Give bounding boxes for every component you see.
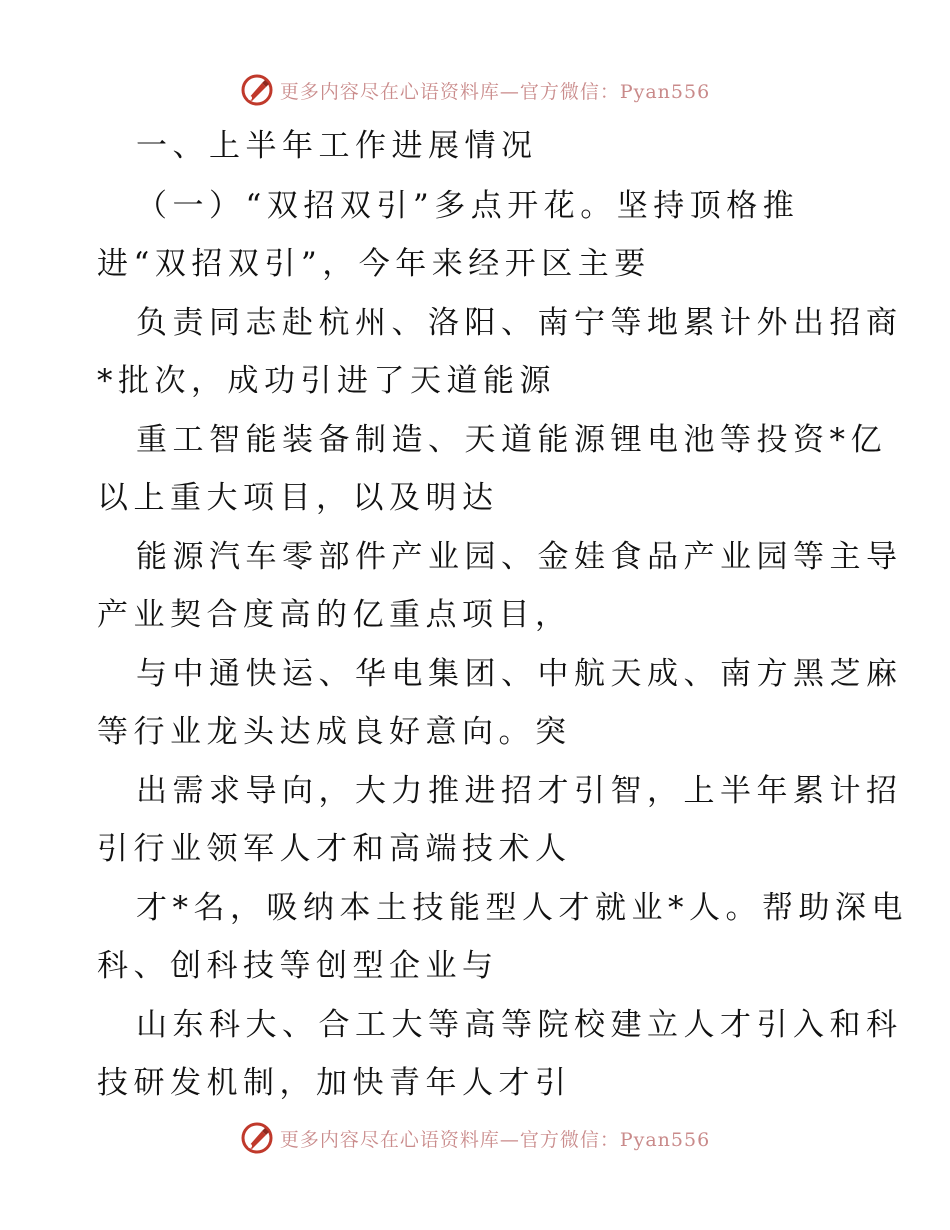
watermark-dash: —	[499, 80, 520, 103]
paragraph-line: 产业契合度高的亿重点项目，	[97, 597, 572, 633]
paragraph-line: 出需求导向，大力推进招才引智，上半年累计招	[136, 773, 903, 809]
paragraph-line: *批次，成功引进了天道能源	[97, 363, 556, 399]
paragraph-line: 能源汽车零部件产业园、金娃食品产业园等主导	[136, 539, 903, 575]
pen-logo-icon	[240, 1121, 274, 1155]
paragraph-line: 科、创科技等创型企业与	[97, 948, 499, 984]
paragraph-line: （一）“双招双引”多点开花。坚持顶格推	[136, 188, 800, 224]
watermark-contact: 官方微信：Pyan556	[519, 1128, 711, 1151]
watermark-brand: 更多内容尽在心语资料库	[279, 80, 500, 103]
watermark-dash: —	[499, 1128, 520, 1151]
paragraph-line: 才*名，吸纳本土技能型人才就业*人。帮助深电	[136, 890, 908, 926]
section-heading: 一、上半年工作进展情况	[136, 128, 538, 164]
watermark-brand: 更多内容尽在心语资料库	[279, 1128, 500, 1151]
watermark-contact: 官方微信：Pyan556	[519, 80, 711, 103]
paragraph-line: 负责同志赴杭州、洛阳、南宁等地累计外出招商	[136, 305, 903, 341]
watermark-text	[280, 1125, 710, 1152]
paragraph-line: 以上重大项目，以及明达	[97, 480, 499, 516]
paragraph-line: 山东科大、合工大等高等院校建立人才引入和科	[136, 1007, 903, 1043]
paragraph-line: 引行业领军人才和高端技术人	[97, 831, 572, 867]
paragraph-line: 进“双招双引”，今年来经开区主要	[97, 246, 651, 282]
watermark-footer	[0, 1118, 950, 1158]
paragraph-line: 与中通快运、华电集团、中航天成、南方黑芝麻	[136, 656, 903, 692]
paragraph-line: 等行业龙头达成良好意向。突	[97, 714, 572, 750]
paragraph-line: 重工智能装备制造、天道能源锂电池等投资*亿	[136, 422, 887, 458]
paragraph-line: 技研发机制，加快青年人才引	[97, 1065, 572, 1101]
